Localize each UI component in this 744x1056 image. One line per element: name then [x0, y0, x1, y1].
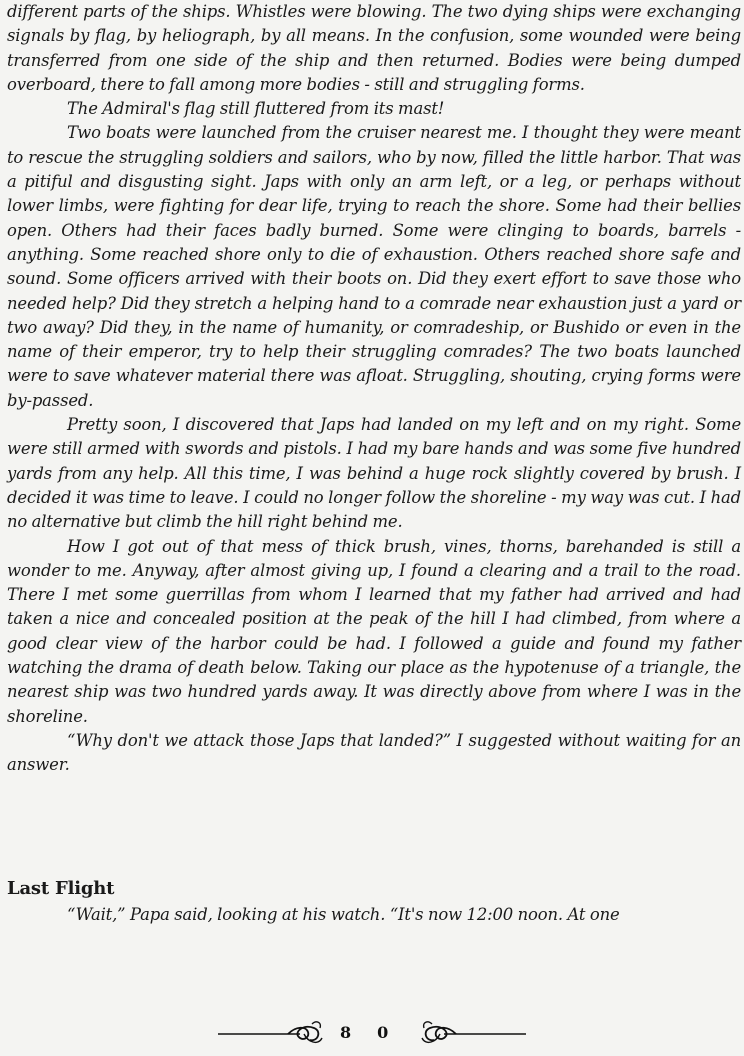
paragraph-5: How I got out of that mess of thick brush, vines, thorns, barehanded is still a wonder to me. Anyway, after almost giving up, I found a clearing and a trail to the road. There I met some guerrillas from whom I learned that my father had arrived and had taken a nice and concealed position at the peak of the hill I had climbed, from where a good clear view of the harbor could be had. I followed a guide and found my father watching the drama of death below. Taking our place as the hypotenuse of a triangle, the nearest ship was two hundred yards away. It was directly above from where I was in the shoreline.: [7, 536, 741, 726]
paragraph-1: different parts of the ships. Whistles were blowing. The two dying ships were exchanging signals by flag, by heliograph, by all means. In the confusion, some wounded were being transferred from one side of the ship and then returned. Bodies were being dumped overboard, there to fall among more bodies - still and struggling forms.: [7, 2, 741, 94]
paragraph-2: The Admiral's flag still fluttered from its mast!: [67, 99, 445, 119]
section-body: [7, 903, 741, 927]
section-heading: Last Flight: [7, 878, 115, 899]
page-number: 80: [340, 1023, 415, 1042]
paragraph-6: “Why don't we attack those Japs that landed?” I suggested without waiting for an answer.: [7, 730, 741, 775]
paragraph-4: Pretty soon, I discovered that Japs had landed on my left and on my right. Some were still armed with swords and pistols. I had my bare hands and was some five hundred yards from any help. All this time, I was behind a huge rock slightly covered by brush. I decided it was time to leave. I could no longer follow the shoreline - my way was cut. I had no alternative but climb the hill right behind me.: [7, 415, 741, 532]
paragraph-3: Two boats were launched from the cruiser nearest me. I thought they were meant to rescue the struggling soldiers and sailors, who by now, filled the little harbor. That was a pitiful and disgusting sight. Japs with only an arm left, or a leg, or perhaps without lower limbs, were fighting for dear life, trying to reach the shore. Some had their bellies open. Others had their faces badly burned. Some were clinging to boards, barrels - anything. Some reached shore only to die of exhaustion. Others reached shore safe and sound. Some officers arrived with their boots on. Did they exert effort to save those who needed help? Did they stretch a helping hand to a comrade near exhaustion just a yard or two away? Did they, in the name of humanity, or comradeship, or Bushido or even in the name of their emperor, try to help their struggling comrades? The two boats launched were to save whatever material there was afloat. Struggling, shouting, crying forms were by-passed.: [7, 123, 741, 410]
left-ornament-icon: [218, 1016, 328, 1056]
right-ornament-icon: [416, 1016, 526, 1056]
section-first-line: “Wait,” Papa said, looking at his watch. “It's now 12:00 noon. At one: [67, 905, 620, 924]
page-body: [7, 0, 741, 778]
